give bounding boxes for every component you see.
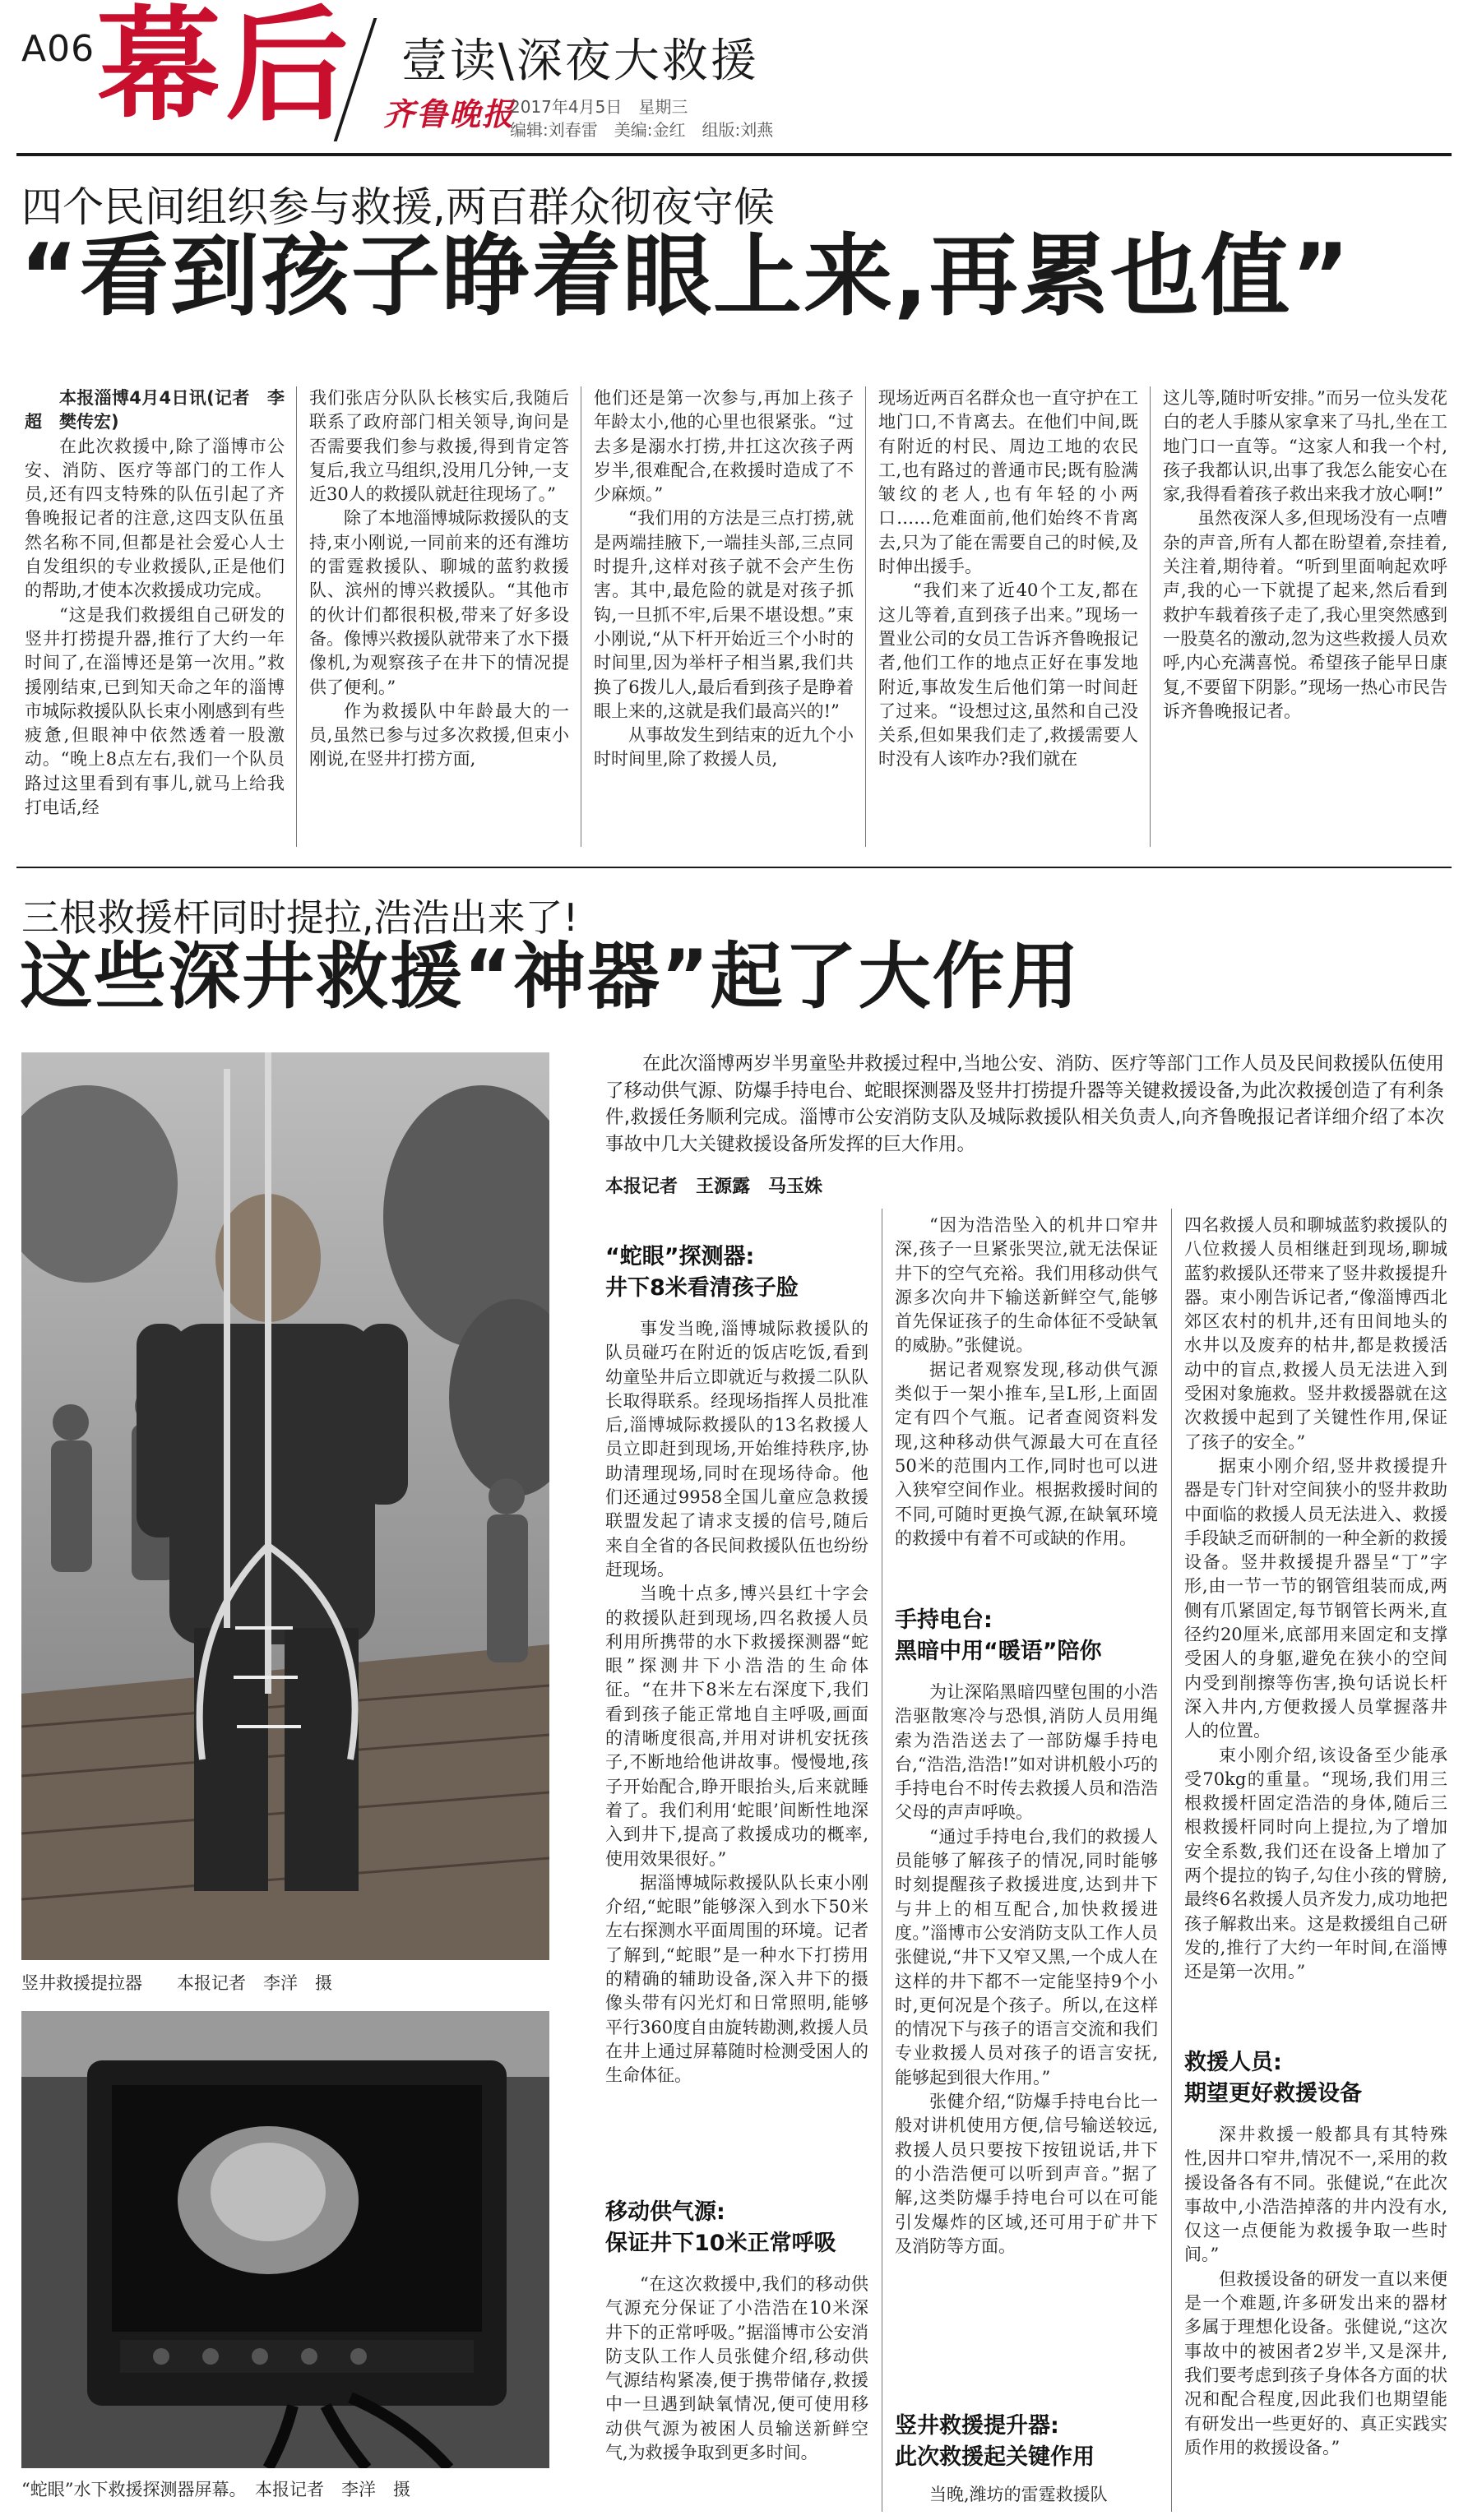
- story1-column-3: [594, 386, 854, 847]
- story1-paragraph: 从事故发生到结束的近九个小时时间里,除了救援人员,: [594, 725, 854, 770]
- story1-kicker: 四个民间组织参与救援,两百群众彻夜守候: [21, 183, 775, 231]
- story2-lede: [605, 1051, 1444, 1158]
- story2-paragraph: 为让深陷黑暗四壁包围的小浩浩驱散寒冷与恐惧,消防人员用绳索为浩浩送去了一部防爆手持电台,“浩浩,浩浩!”如对讲机般小巧的手持电台不时传去救援人员和浩浩父母的声声呼唤。: [895, 1682, 1158, 1823]
- story2-column-a-2: [605, 2273, 868, 2511]
- story2-paragraph: 但救援设备的研发一直以来便是一个难题,许多研发出来的器材多属于理想化设备。张健说,“这次事故中的被困者2岁半,又是深井,我们要考虑到孩子身体各方面的状况和配合程度,因此我们也期望能有研发出一些更好的、真正实践实质作用的救援设备。”: [1184, 2268, 1447, 2458]
- story2-paragraph: 束小刚介绍,该设备至少能承受70kg的重量。“现场,我们用三根救援杆固定浩浩的身体,随后三根救援杆同时向上提拉,为了增加安全系数,我们还在设备上增加了两个提拉的钩子,勾住小孩的臂膀,最终6名救援人员齐发力,成功地把孩子解救出来。这是救援组自己研发的,推行了大约一年时间,在淄博还是第一次用。”: [1184, 1745, 1447, 1982]
- subhead-line: 保证井下10米正常呼吸: [605, 2231, 836, 2256]
- story2-paragraph: 张健介绍,“防爆手持电台比一般对讲机使用方便,信号输送较远,救援人员只要按下按钮说话,井下的小浩浩便可以听到声音。”据了解,这类防爆手持电台可以在可能引发爆炸的区域,还可用于矿井下及消防等方面。: [895, 2092, 1158, 2256]
- story1-paragraph: 这儿等,随时听安排。”而另一位头发花白的老人手膝从家拿来了马扎,坐在工地门口一直等。“这家人和我一个村,孩子我都认识,出事了我怎么能安心在家,我得看着孩子救出来我才放心啊!”: [1163, 388, 1447, 505]
- story2-column-c: [1184, 1214, 1447, 2044]
- subhead-rescuers: [1184, 2047, 1447, 2110]
- story1-headline: “看到孩子睁着眼上来,再累也值”: [20, 225, 1351, 328]
- subhead-lifter: [895, 2411, 1158, 2473]
- column-rule: [296, 386, 297, 847]
- story1-paragraph: 在此次救援中,除了淄博市公安、消防、医疗等部门的工作人员,还有四支特殊的队伍引起了齐鲁晚报记者的注意,这四支队伍虽然名称不同,但都是社会爱心人士自发组织的专业救援队,正是他们的帮助,才使本次救援成功完成。: [25, 436, 285, 601]
- story1-paragraph: “我们用的方法是三点打捞,就是两端挂腋下,一端挂头部,三点同时提升,这样对孩子就不会产生伤害。其中,最危险的就是对孩子抓钩,一旦抓不牢,后果不堪设想。”束小刚说,“从下杆开始近三个小时的时间里,因为举杆子相当累,我们共换了6拨儿人,最后看到孩子是睁着眼上来的,这就是我们最高兴的!”: [594, 508, 854, 721]
- subhead-line: 此次救援起关键作用: [895, 2444, 1095, 2470]
- story2-paragraph: 当晚,潍坊的雷霆救援队: [929, 2485, 1108, 2504]
- story2-paragraph: 事发当晚,淄博城际救援队的队员碰巧在附近的饭店吃饭,看到幼童坠井后立即就近与救援二队队长取得联系。经现场指挥人员批准后,淄博城际救援队的13名救援人员立即赶到现场,开始维持秩序,协助清理现场,同时在现场待命。他们还通过9958全国儿童应急救援联盟发起了请求支援的信号,随后来自全省的各民间救援队伍也纷纷赶现场。: [605, 1319, 868, 1579]
- photo2-caption: “蛇眼”水下救援探测器屏幕。 本报记者 李洋 摄: [21, 2480, 410, 2499]
- subhead-radio: [895, 1605, 1158, 1667]
- story2-paragraph: 四名救援人员和聊城蓝豹救援队的八位救援人员相继赶到现场,聊城蓝豹救援队还带来了竖井救援提升器。束小刚告诉记者,“像淄博西北郊区农村的机井,还有田间地头的水井以及废弃的枯井,都是救援活动中的盲点,救援人员无法进入到受困对象施救。竖井救援器就在这次救援中起到了关键性作用,保证了孩子的安全。”: [1184, 1215, 1447, 1452]
- story2-column-b: [895, 1214, 1158, 1600]
- subhead-line: “蛇眼”探测器:: [605, 1244, 755, 1269]
- section-title: 幕后: [97, 0, 354, 138]
- photo-rescue-lifter: [21, 1052, 549, 1960]
- page-number: A06: [21, 28, 95, 70]
- story2-column-b-3: [895, 2483, 1158, 2509]
- photo-rescue-lifter-image: [21, 1052, 549, 1960]
- story1-paragraph: 现场近两百名群众也一直守护在工地门口,不肯离去。在他们中间,既有附近的村民、周边工地的农民工,也有路过的普通市民;既有脸满皱纹的老人,也有年轻的小两口……危难面前,他们始终不肯离去,只为了能在需要自己的时候,及时伸出援手。: [878, 388, 1138, 577]
- story1-paragraph: “我们来了近40个工友,都在这儿等着,直到孩子出来。”现场一置业公司的女员工告诉齐鲁晚报记者,他们工作的地点正好在事发地附近,事故发生后他们第一时间赶了过来。“设想过这,虽然和自己没关系,但如果我们走了,救援需要人时没有人该咋办?我们就在: [878, 580, 1138, 770]
- subhead-line: 手持电台:: [895, 1607, 993, 1633]
- column-rule: [1171, 1209, 1172, 2512]
- story2-paragraph: “通过手持电台,我们的救援人员能够了解孩子的情况,同时能够时刻提醒孩子救援进度,达到井下与井上的相互配合,加快救援进度。”淄博市公安消防支队工作人员张健说,“井下又窄又黑,一个成人在这样的井下都不一定能坚持9个小时,更何况是个孩子。所以,在这样的情况下与孩子的语言交流和我们专业救援人员对孩子的语言安抚,能够起到很大作用。”: [895, 1826, 1158, 2088]
- subhead-line: 移动供气源:: [605, 2199, 725, 2225]
- story2-column-b-2: [895, 1681, 1158, 2404]
- photo-snake-eye-monitor: [21, 2011, 549, 2468]
- story2-paragraph: “在这次救援中,我们的移动供气源充分保证了小浩浩在10米深井下的正常呼吸。”据淄博市公安消防支队工作人员张健介绍,移动供气源结构紧凑,便于携带储存,救援中一旦遇到缺氧情况,便可使用移动供气源为被困人员输送新鲜空气,为救援争取到更多时间。: [605, 2274, 868, 2463]
- story2-paragraph: 据束小刚介绍,竖井救援提升器是专门针对空间狭小的竖井救助中面临的救援人员无法进入、救援手段缺乏而研制的一种全新的救援设备。竖井救援提升器呈“丁”字形,由一节一节的钢管组装而成,两侧有爪紧固定,每节钢管长两米,直径约20厘米,底部用来固定和支撑受困人的身躯,避免在狭小的空间内受到削擦等伤害,换句话说长杆深入井内,方便救援人员掌握落井人的位置。: [1184, 1455, 1447, 1741]
- edition-date: 2017年4月5日 星期三: [510, 97, 688, 117]
- story2-lede-text: 在此次淄博两岁半男童坠井救援过程中,当地公安、消防、医疗等部门工作人员及民间救援队伍使用了移动供气源、防爆手持电台、蛇眼探测器及竖井打捞提升器等关键救援设备,为此次救援创造了有利条件,救援任务顺利完成。淄博市公安消防支队及城际救援队相关负责人,向齐鲁晚报记者详细介绍了本次事故中几大关键救援设备所发挥的巨大作用。: [605, 1053, 1444, 1155]
- story2-column-a: [605, 1317, 868, 2189]
- photo1-caption: 竖井救援提拉器 本报记者 李洋 摄: [21, 1973, 332, 1993]
- story1-paragraph: “这是我们救援组自己研发的竖井打捞提升器,推行了大约一年时间了,在淄博还是第一次用。”救援刚结束,已到知天命之年的淄博市城际救援队队长束小刚感到有些疲惫,但眼神中依然透着一股激动。“晚上8点左右,我们一个队员路过这里看到有事儿,就马上给我打电话,经: [25, 604, 285, 818]
- story2-column-c-2: [1184, 2123, 1447, 2511]
- subhead-air-supply: [605, 2197, 868, 2259]
- newspaper-logo: 齐鲁晚报: [383, 95, 516, 132]
- column-rule: [865, 386, 866, 847]
- subhead-line: 黑暗中用“暖语”陪你: [895, 1639, 1102, 1664]
- story1-paragraph: 作为救援队中年龄最大的一员,虽然已参与过多次救援,但束小刚说,在竖井打捞方面,: [309, 701, 569, 770]
- story2-headline: 这些深井救援“神器”起了大作用: [20, 934, 1081, 1019]
- column-rule: [1150, 386, 1151, 847]
- photo-snake-eye-monitor-image: [21, 2011, 549, 2468]
- story1-paragraph: 虽然夜深人多,但现场没有一点嘈杂的声音,所有人都在盼望着,奈挂着,关注着,期待着。“听到里面响起欢呼声,我的心一下就提了起来,然后看到救护车载着孩子走了,我心里突然感到一股莫名的激动,忽为这些救援人员欢呼,内心充满喜悦。希望孩子能早日康复,不要留下阴影。”现场一热心市民告诉齐鲁晚报记者。: [1163, 508, 1447, 721]
- column-title: 壹读\深夜大救援: [401, 35, 759, 88]
- story2-paragraph: 当晚十点多,博兴县红十字会的救援队赶到现场,四名救援人员利用所携带的水下救援探测器“蛇眼”探测井下小浩浩的生命体征。“在井下8米左右深度下,我们看到孩子能正常地自主呼吸,画面的清晰度很高,并用对讲机安抚孩子,不断地给他讲故事。慢慢地,孩子开始配合,睁开眼抬头,后来就睡着了。我们利用‘蛇眼’间断性地深入到井下,提高了救援成功的概率,使用效果很好。”: [605, 1584, 868, 1869]
- story2-paragraph: 据淄博城际救援队队长束小刚介绍,“蛇眼”能够深入到水下50米左右探测水平面周围的环境。记者了解到,“蛇眼”是一种水下打捞用的精确的辅助设备,深入井下的摄像头带有闪光灯和日常照明,能够平行360度自由旋转勘测,救援人员在井上通过屏幕随时检测受困人的生命体征。: [605, 1872, 868, 2086]
- story2-paragraph: “因为浩浩坠入的机井口窄井深,孩子一旦紧张哭泣,就无法保证井下的空气充裕。我们用移动供气源多次向井下输送新鲜空气,能够首先保证孩子的生命体征不受缺氧的威胁。”张健说。: [895, 1215, 1158, 1356]
- story2-paragraph: 深井救援一般都具有其特殊性,因井口窄井,情况不一,采用的救援设备各有不同。张健说,“在此次事故中,小浩浩掉落的井内没有水,仅这一点便能为救援争取一些时间。”: [1184, 2125, 1447, 2265]
- subhead-line: 竖井救援提升器:: [895, 2413, 1059, 2439]
- story2-byline: 本报记者 王源露 马玉姝: [605, 1177, 823, 1197]
- subhead-line: 井下8米看清孩子脸: [605, 1275, 799, 1301]
- story1-column-5: [1163, 386, 1447, 847]
- story2-paragraph: 据记者观察发现,移动供气源类似于一架小推车,呈L形,上面固定有四个气瓶。记者查阅资料发现,这种移动供气源最大可在直径50米的范围内工作,同时也可以进入狭窄空间作业。根据救援时间的不同,可随时更换气源,在缺氧环境的救援中有着不可或缺的作用。: [895, 1359, 1158, 1548]
- story1-column-2: [309, 386, 569, 847]
- story-divider: [16, 867, 1452, 868]
- edition-staff: 编辑:刘春雷 美编:金红 组版:刘燕: [510, 120, 774, 140]
- masthead-rule: [16, 153, 1452, 156]
- story1-column-4: [878, 386, 1138, 847]
- subhead-line: 期望更好救援设备: [1184, 2081, 1362, 2106]
- story1-paragraph: 我们张店分队队长核实后,我随后联系了政府部门相关领导,询问是否需要我们参与救援,得到肯定答复后,我立马组织,没用几分钟,一支近30人的救援队就赶往现场了。”: [309, 388, 569, 505]
- subhead-line: 救援人员:: [1184, 2050, 1282, 2075]
- story1-paragraph: 他们还是第一次参与,再加上孩子年龄太小,他的心里也很紧张。“过去多是溺水打捞,井扛这次孩子两岁半,很难配合,在救援时造成了不少麻烦。”: [594, 388, 854, 505]
- story2-kicker: 三根救援杆同时提拉,浩浩出来了!: [21, 895, 579, 940]
- story1-dateline: 本报淄博4月4日讯(记者 李超 樊传宏): [25, 388, 285, 432]
- story1-column-1: [25, 386, 285, 847]
- story1-paragraph: 除了本地淄博城际救援队的支持,束小刚说,一同前来的还有潍坊的雷霆救援队、聊城的蓝豹救援队、滨州的博兴救援队。“其他市的伙计们都很积极,带来了好多设备。像博兴救援队就带来了水下摄像机,为观察孩子在井下的情况提供了便利。”: [309, 508, 569, 697]
- subhead-snake-eye: [605, 1242, 868, 1304]
